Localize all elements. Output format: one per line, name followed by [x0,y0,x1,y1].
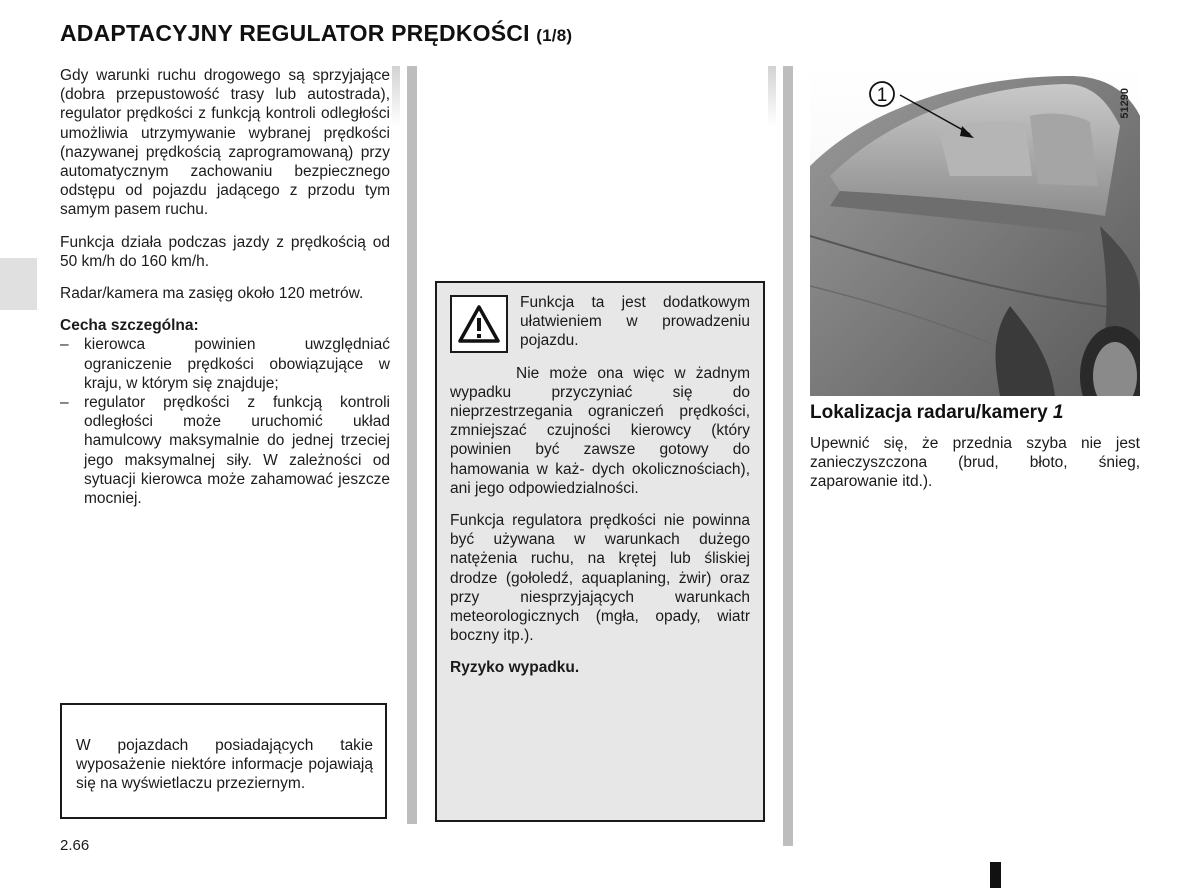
image-code: 51290 [1119,88,1131,119]
image-callout-label: 1 [876,85,888,106]
car-windshield-image [810,66,1140,396]
warning-box [435,281,765,822]
left-column [60,66,390,508]
column-divider-left [407,66,417,824]
page-title [60,20,572,47]
radar-location-title-text: Lokalizacja radaru/kamery [810,402,1048,423]
column-divider-right [783,66,793,846]
hud-note-text: W pojazdach posiadających takie wyposażenie niektóre informacje pojawiają się na wyświetlaczu przeziernym. [76,737,373,793]
radar-location-title [810,402,1064,424]
warning-conditions: Funkcja regulatora prędkości nie powinna być używana w warunkach dużego natężenia ruchu, na krętej lub śliskiej drodze (gołoledź, aquaplaning, żwir) oraz przy niesprzyjających warunkach meteorologicznych (mgła, opady, wiatr boczny itp.). [450,512,750,645]
speed-range-paragraph: Funkcja działa podczas jazdy z prędkością od 50 km/h do 160 km/h. [60,233,390,270]
page-title-text: ADAPTACYJNY REGULATOR PRĘDKOŚCI [60,20,530,46]
list-item: – kierowca powinien uwzględniać ograniczenie prędkości obowiązujące w kraju, w którym się znajduje; [60,335,390,393]
warning-triangle-icon [450,295,508,353]
column-shade-left [392,66,400,126]
page-number: 2.66 [60,837,90,854]
chapter-tab [0,258,37,310]
page-title-part: (1/8) [536,26,573,45]
radar-location-title-ref: 1 [1052,402,1064,423]
special-list [60,335,390,508]
warning-responsibility: Nie może ona więc w żadnym wypadku przyczyniać się do nieprzestrzegania ograniczeń prędkości, zmniejszać czujności kierowcy (który powinien być zawsze gotowy do hamowania w każ- dych okolicznościach), ani jego odpowiedzialności. [450,364,750,497]
warning-risk: Ryzyko wypadku. [450,659,580,677]
special-heading: Cecha szczególna: [60,317,199,335]
corner-mark [990,862,1001,888]
hud-note-box [60,703,387,819]
list-item: – regulator prędkości z funkcją kontroli odległości może uruchomić układ hamulcowy maksymalnie do jednej trzeciej jego maksymalnej siły. W zależności od sytuacji kierowca może zahamować jeszcze mocniej. [60,393,390,508]
column-shade-right [768,66,776,126]
intro-paragraph: Gdy warunki ruchu drogowego są sprzyjające (dobra przepustowość trasy lub autostrada), regulator prędkości z funkcją kontroli odległości umożliwia utrzymywanie wybranej prędkości (nazywanej prędkością zaprogramowaną) przy automatycznym zachowaniu bezpiecznego odstępu od pojazdu jadącego z przodu tym samym pasem ruchu. [60,67,390,219]
warning-intro: Funkcja ta jest dodatkowym ułatwieniem w prowadzeniu pojazdu. [520,294,750,350]
radar-range-paragraph: Radar/kamera ma zasięg około 120 metrów. [60,285,364,303]
windshield-instruction: Upewnić się, że przednia szyba nie jest zanieczyszczona (brud, błoto, śnieg, zaparowanie itd.). [810,435,1140,491]
